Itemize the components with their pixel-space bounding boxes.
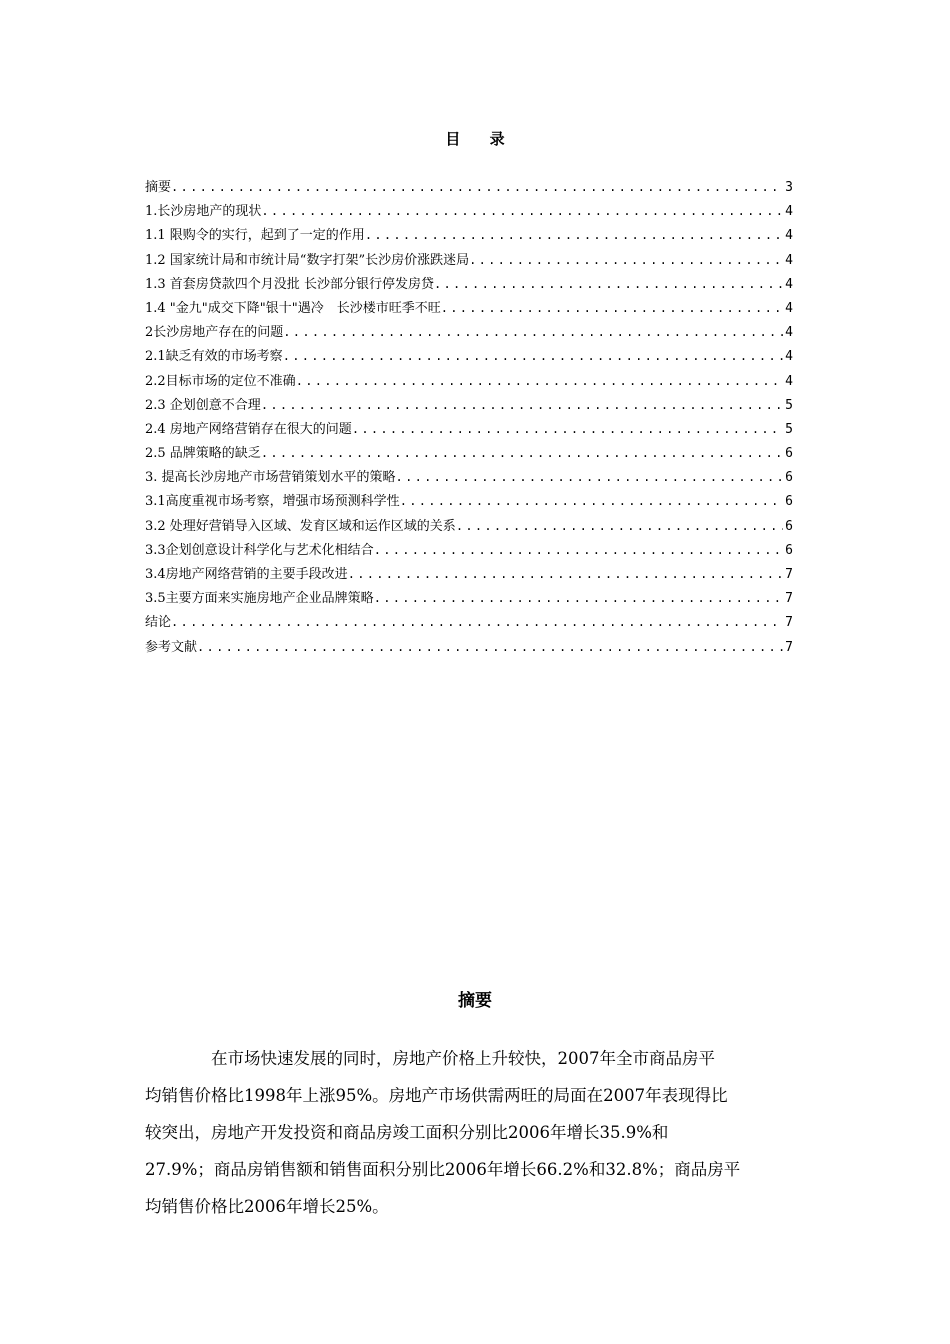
toc-entry-label: 3.2 处理好营销导入区域、发育区域和运作区域的关系 <box>145 518 456 534</box>
toc-entry-label: 结论 <box>145 615 172 631</box>
toc-entry-label: 2.5 品牌策略的缺乏 <box>145 446 261 462</box>
toc-entry-label: 2.3 企划创意不合理 <box>145 397 261 413</box>
toc-entry-label: 3. 提高长沙房地产市场营销策划水平的策略 <box>145 470 396 486</box>
toc-entry-label: 摘要 <box>145 180 172 195</box>
toc-dot-leader <box>283 344 783 368</box>
toc-entry-page-number: 4 <box>785 252 793 268</box>
abstract-line: 均销售价格比1998年上涨95%。房地产市场供需两旺的局面在2007年表现得比 <box>145 1086 728 1105</box>
toc-dot-leader <box>261 441 783 465</box>
toc-entry-label: 2.2目标市场的定位不准确 <box>145 373 296 389</box>
toc-entry-page-number: 4 <box>785 300 793 316</box>
table-of-contents <box>145 175 793 659</box>
toc-entry-page-number: 4 <box>785 373 793 389</box>
toc-entry-page-number: 6 <box>785 470 793 486</box>
toc-dot-leader <box>434 272 783 296</box>
toc-entry-label: 1.1 限购令的实行，起到了一定的作用 <box>145 228 365 244</box>
toc-entry-page-number: 4 <box>785 228 793 244</box>
toc-entry[interactable] <box>145 320 793 344</box>
toc-entry-label: 1.长沙房地产的现状 <box>145 204 262 220</box>
toc-entry[interactable] <box>145 248 793 272</box>
toc-entry-label: 1.2 国家统计局和市统计局“数字打架”长沙房价涨跌迷局 <box>145 252 470 268</box>
abstract-body <box>145 1040 805 1225</box>
toc-dot-leader <box>261 199 783 223</box>
toc-dot-leader <box>400 489 783 513</box>
toc-title: 目 录 <box>445 130 517 148</box>
toc-entry-page-number: 7 <box>785 639 793 655</box>
toc-dot-leader <box>456 514 783 538</box>
toc-entry-page-number: 4 <box>785 276 793 292</box>
toc-dot-leader <box>441 296 783 320</box>
abstract-line: 较突出，房地产开发投资和商品房竣工面积分别比2006年增长35.9%和 <box>145 1123 669 1142</box>
toc-entry-label: 2.1缺乏有效的市场考察 <box>145 349 283 365</box>
toc-entry-page-number: 4 <box>785 204 793 220</box>
abstract-line: 在市场快速发展的同时，房地产价格上升较快，2007年全市商品房平 <box>211 1049 715 1068</box>
toc-dot-leader <box>352 417 783 441</box>
toc-dot-leader <box>396 465 784 489</box>
toc-entry-page-number: 7 <box>785 591 793 607</box>
toc-entry[interactable] <box>145 393 793 417</box>
toc-entry-page-number: 7 <box>785 567 793 582</box>
toc-entry-page-number: 7 <box>785 615 793 631</box>
toc-entry-label: 3.1高度重视市场考察，增强市场预测科学性 <box>145 494 400 510</box>
toc-entry-label: 2长沙房地产存在的问题 <box>145 325 284 341</box>
toc-entry[interactable] <box>145 344 793 368</box>
toc-entry[interactable] <box>145 586 793 610</box>
toc-entry-label: 3.3企划创意设计科学化与艺术化相结合 <box>145 542 374 558</box>
toc-entry[interactable] <box>145 175 793 199</box>
toc-entry-page-number: 6 <box>785 518 793 534</box>
toc-entry-label: 参考文献 <box>145 639 198 655</box>
toc-entry-page-number: 4 <box>785 349 793 365</box>
toc-entry[interactable] <box>145 199 793 223</box>
toc-entry[interactable] <box>145 465 793 489</box>
toc-dot-leader <box>171 610 783 634</box>
toc-entry[interactable] <box>145 369 793 393</box>
toc-entry[interactable] <box>145 562 793 586</box>
toc-dot-leader <box>374 586 783 610</box>
toc-entry-page-number: 4 <box>785 325 793 341</box>
toc-dot-leader <box>374 538 783 562</box>
toc-entry-label: 3.5主要方面来实施房地产企业品牌策略 <box>145 591 374 607</box>
toc-entry[interactable] <box>145 489 793 513</box>
toc-entry-label: 3.4房地产网络营销的主要手段改进 <box>145 567 348 582</box>
toc-entry[interactable] <box>145 417 793 441</box>
toc-dot-leader <box>296 369 783 393</box>
toc-dot-leader <box>469 248 783 272</box>
toc-entry-label: 1.3 首套房贷款四个月没批 长沙部分银行停发房贷 <box>145 276 434 292</box>
toc-dot-leader <box>261 393 783 417</box>
toc-entry[interactable] <box>145 538 793 562</box>
toc-dot-leader <box>348 562 783 586</box>
toc-entry-page-number: 5 <box>785 421 793 437</box>
toc-dot-leader <box>283 320 783 344</box>
abstract-title: 摘要 <box>458 991 492 1011</box>
toc-entry-label: 2.4 房地产网络营销存在很大的问题 <box>145 421 352 437</box>
toc-entry-page-number: 5 <box>785 397 793 413</box>
toc-entry-label: 1.4 "金九"成交下降"银十"遇冷 长沙楼市旺季不旺 <box>145 300 441 316</box>
toc-entry[interactable] <box>145 296 793 320</box>
abstract-line: 均销售价格比2006年增长25%。 <box>145 1197 389 1216</box>
abstract-line: 27.9%；商品房销售额和销售面积分别比2006年增长66.2%和32.8%；商品房平 <box>145 1160 741 1179</box>
toc-entry-page-number: 3 <box>785 180 793 195</box>
toc-entry[interactable] <box>145 272 793 296</box>
toc-entry[interactable] <box>145 610 793 634</box>
toc-entry[interactable] <box>145 514 793 538</box>
toc-dot-leader <box>171 175 783 199</box>
toc-entry-page-number: 6 <box>785 542 793 558</box>
toc-entry[interactable] <box>145 441 793 465</box>
toc-dot-leader <box>365 223 783 247</box>
toc-entry[interactable] <box>145 635 793 659</box>
toc-dot-leader <box>197 635 783 659</box>
toc-entry[interactable] <box>145 223 793 247</box>
toc-entry-page-number: 6 <box>785 446 793 462</box>
toc-entry-page-number: 6 <box>785 494 793 510</box>
